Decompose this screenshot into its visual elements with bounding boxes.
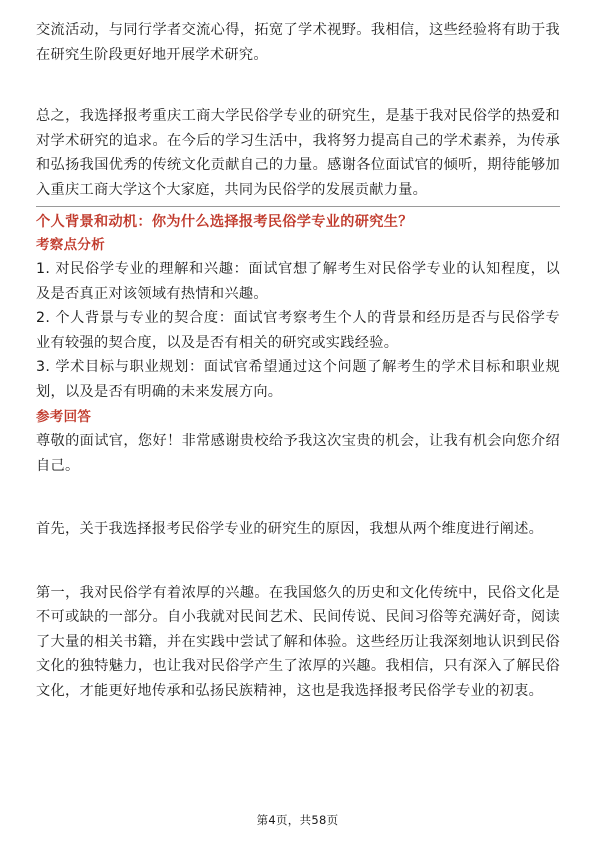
answer-paragraph-2: 首先，关于我选择报考民俗学专业的研究生的原因，我想从两个维度进行阐述。 bbox=[36, 521, 544, 537]
spacer bbox=[36, 478, 560, 517]
page-number: 第4页，共58页 bbox=[256, 813, 339, 827]
analysis-point-1: 1. 对民俗学专业的理解和兴趣：面试官想了解考生对民俗学专业的认知程度，以及是否真正对该领域有热情和兴趣。 bbox=[36, 261, 560, 302]
analysis-label: 考察点分析 bbox=[36, 237, 105, 253]
spacer bbox=[36, 67, 560, 104]
document-page bbox=[36, 18, 560, 703]
intro-paragraph-1: 交流活动，与同行学者交流心得，拓宽了学术视野。我相信，这些经验将有助于我在研究生阶段更好地开展学术研究。 bbox=[36, 22, 560, 63]
analysis-point-2: 2. 个人背景与专业的契合度：面试官考察考生个人的背景和经历是否与民俗学专业有较强的契合度，以及是否有相关的研究或实践经验。 bbox=[36, 310, 560, 351]
spacer bbox=[36, 542, 560, 581]
analysis-point-3: 3. 学术目标与职业规划：面试官希望通过这个问题了解考生的学术目标和职业规划，以及是否有明确的未来发展方向。 bbox=[36, 359, 560, 400]
question-title: 个人背景和动机：你为什么选择报考民俗学专业的研究生？ bbox=[36, 214, 413, 230]
answer-paragraph-1: 尊敬的面试官，您好！非常感谢贵校给予我这次宝贵的机会，让我有机会向您介绍自己。 bbox=[36, 433, 560, 474]
answer-label: 参考回答 bbox=[36, 409, 92, 425]
intro-paragraph-2: 总之，我选择报考重庆工商大学民俗学专业的研究生，是基于我对民俗学的热爱和对学术研究的追求。在今后的学习生活中，我将努力提高自己的学术素养，为传承和弘扬我国优秀的传统文化贡献自己的力量。感谢各位面试官的倾听，期待能够加入重庆工商大学这个大家庭，共同为民俗学的发展贡献力量。 bbox=[36, 108, 560, 198]
section-divider bbox=[36, 206, 560, 207]
answer-paragraph-3: 第一，我对民俗学有着浓厚的兴趣。在我国悠久的历史和文化传统中，民俗文化是不可或缺的一部分。自小我就对民间艺术、民间传说、民间习俗等充满好奇，阅读了大量的相关书籍，并在实践中尝试了解和体验。这些经历让我深刻地认识到民俗文化的独特魅力，也让我对民俗学产生了浓厚的兴趣。我相信，只有深入了解民俗文化，才能更好地传承和弘扬民族精神，这也是我选择报考民俗学专业的初衷。 bbox=[36, 584, 560, 699]
